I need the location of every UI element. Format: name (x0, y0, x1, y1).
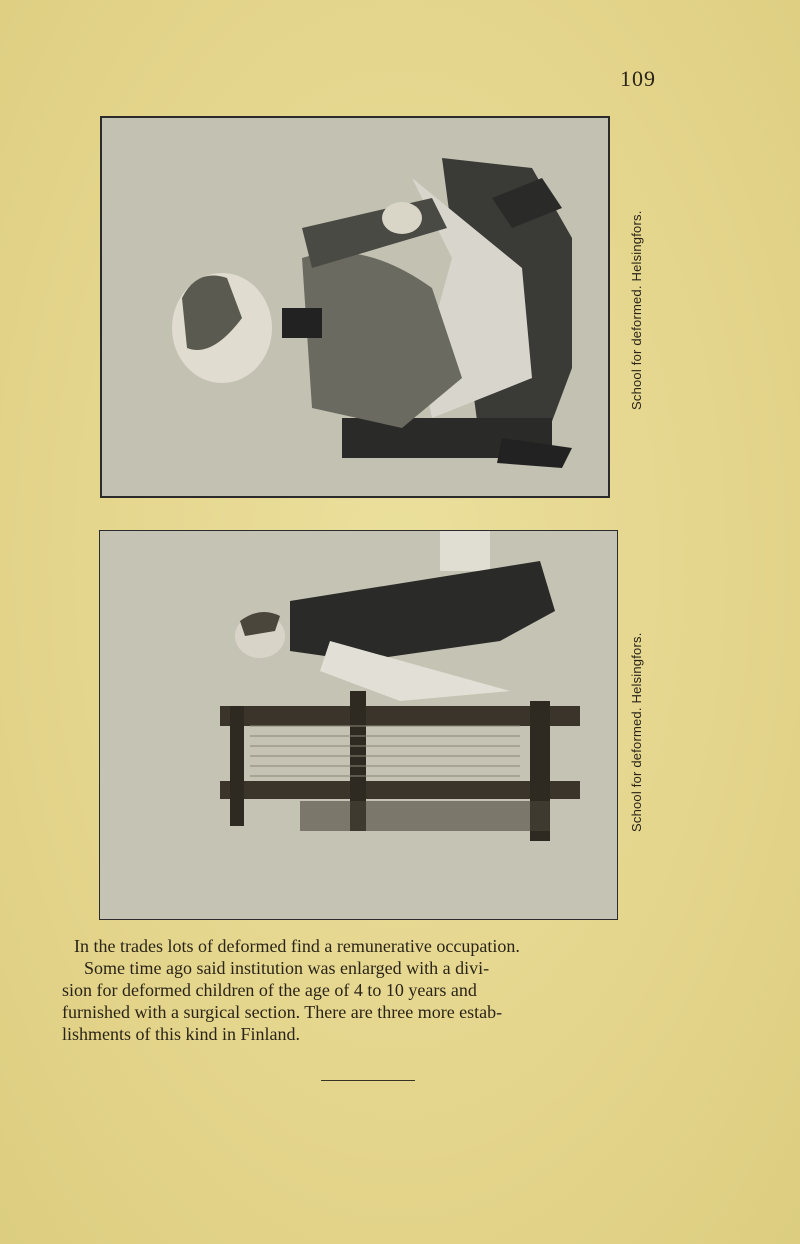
paragraph-line: Some time ago said institution was enlarged with a divi- (84, 958, 490, 978)
photo-weaving-loom-image (100, 531, 617, 919)
section-divider (321, 1080, 415, 1081)
plate-2-caption: School for deformed. Helsingfors. (629, 632, 644, 832)
photo-plate-weaving-loom (99, 530, 618, 920)
photo-boy-in-chair-image (102, 118, 608, 496)
paragraph-line: sion for deformed children of the age of 4 to 10 years and (62, 980, 477, 1000)
page-number: 109 (620, 66, 656, 91)
paragraph-line: In the trades lots of deformed find a remunerative occupation. (74, 936, 520, 956)
paragraph-line: furnished with a surgical section. There are three more estab- (62, 1002, 503, 1022)
paragraph-line: lishments of this kind in Finland. (62, 1024, 301, 1044)
body-paragraph (62, 935, 722, 1045)
plate-1-caption: School for deformed. Helsingfors. (629, 210, 644, 410)
photo-plate-boy-in-chair (100, 116, 610, 498)
